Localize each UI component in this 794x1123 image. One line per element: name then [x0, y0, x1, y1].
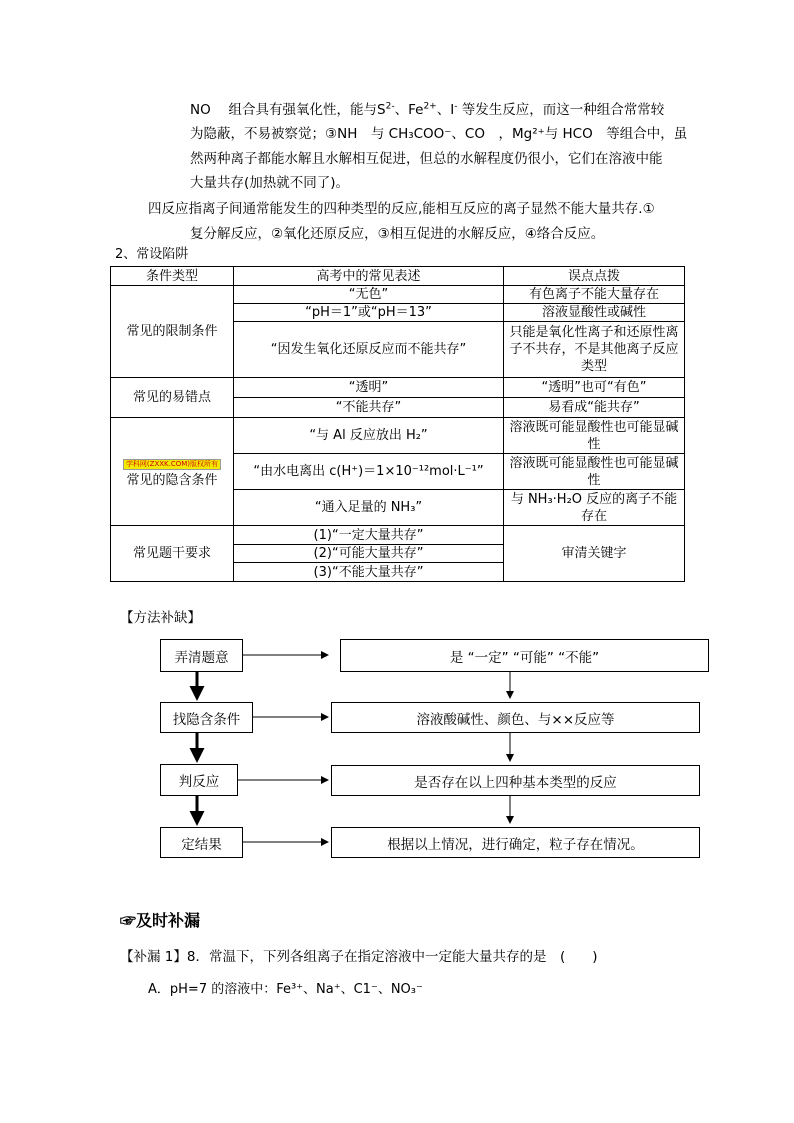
- group-label: 常见的隐含条件: [126, 473, 218, 488]
- table-cell: 有色离子不能大量存在: [504, 286, 685, 304]
- table-cell: 溶液既可能显酸性也可能显碱性: [504, 454, 685, 490]
- group-cell: 常见的易错点: [111, 378, 234, 418]
- flow-result-1: 是 “一定” “可能” “不能”: [340, 639, 709, 672]
- table-cell: “透明”也可“有色”: [504, 378, 685, 398]
- flow-result-3: 是否存在以上四种基本类型的反应: [331, 765, 700, 796]
- table-cell: “因发生氧化还原反应而不能共存”: [234, 322, 504, 378]
- flow-step-4: 定结果: [160, 827, 243, 858]
- table-cell: “与 Al 反应放出 H₂”: [234, 418, 504, 454]
- flow-step-1: 弄清题意: [160, 639, 243, 672]
- section-title-traps: 2、常设陷阱: [115, 247, 189, 262]
- flow-step-3: 判反应: [160, 764, 238, 796]
- table-header: 误点点拨: [504, 267, 685, 286]
- table-cell: “由水电离出 c(H⁺)＝1×10⁻¹²mol·L⁻¹”: [234, 454, 504, 490]
- table-cell: 溶液显酸性或碱性: [504, 304, 685, 322]
- table-cell: (1)“一定大量共存”: [234, 526, 504, 545]
- table-cell: “pH＝1”或“pH＝13”: [234, 304, 504, 322]
- table-header: 条件类型: [111, 267, 234, 286]
- table-cell: 易看成“能共存”: [504, 398, 685, 418]
- table-cell: (2)“可能大量共存”: [234, 545, 504, 563]
- intro-line-5: 四反应指离子间通常能发生的四种类型的反应,能相互反应的离子显然不能大量共存.①: [148, 201, 655, 217]
- flow-result-4: 根据以上情况，进行确定，粒子存在情况。: [331, 827, 700, 858]
- table-cell: 与 NH₃·H₂O 反应的离子不能存在: [504, 490, 685, 526]
- group-cell: 常见题干要求: [111, 526, 234, 582]
- intro-line-6: 复分解反应，②氧化还原反应，③相互促进的水解反应，④络合反应。: [190, 226, 605, 242]
- table-cell: 只能是氧化性离子和还原性离子不共存，不是其他离子反应类型: [504, 322, 685, 378]
- table-cell: “通入足量的 NH₃”: [234, 490, 504, 526]
- table-header: 高考中的常见表述: [234, 267, 504, 286]
- flow-step-2: 找隐含条件: [160, 702, 253, 733]
- flow-result-2: 溶液酸碱性、颜色、与××反应等: [331, 702, 700, 733]
- question-text: 8．常温下，下列各组离子在指定溶液中一定能大量共存的是 ( ): [186, 949, 598, 965]
- table-cell: 审清关键字: [504, 526, 685, 582]
- intro-line-3: 然两种离子都能水解且水解相互促进，但总的水解程度仍很小，它们在溶液中能: [190, 151, 663, 167]
- option-a: A．pH=7 的溶液中：Fe³⁺、Na⁺、C1⁻、NO₃⁻: [148, 982, 423, 997]
- question-label: 【补漏 1】: [120, 949, 187, 965]
- intro-line-1: NO 组合具有强氧化性，能与$S^{2-}$、$Fe^{2+}$、I- 等发生反应，而这一种组合常常较: [190, 101, 665, 118]
- table-cell: “不能共存”: [234, 398, 504, 418]
- table-cell: “无色”: [234, 286, 504, 304]
- intro-line-2: 为隐蔽，不易被察觉；③NH 与 CH₃COO⁻、CO ，Mg²⁺与 HCO 等组合中，虽: [190, 126, 688, 142]
- watermark-logo: 学科网(ZXXK.COM)版权所有: [123, 459, 221, 470]
- table-cell: (3)“不能大量共存”: [234, 563, 504, 582]
- patch-section-title: ☞及时补漏: [120, 911, 201, 930]
- question-stem: [120, 945, 598, 969]
- method-title: 【方法补缺】: [120, 610, 201, 626]
- table-cell: 溶液既可能显酸性也可能显碱性: [504, 418, 685, 454]
- group-cell: 常见的限制条件: [111, 286, 234, 378]
- table-cell: “透明”: [234, 378, 504, 398]
- intro-line-4: 大量共存(加热就不同了)。: [190, 175, 350, 191]
